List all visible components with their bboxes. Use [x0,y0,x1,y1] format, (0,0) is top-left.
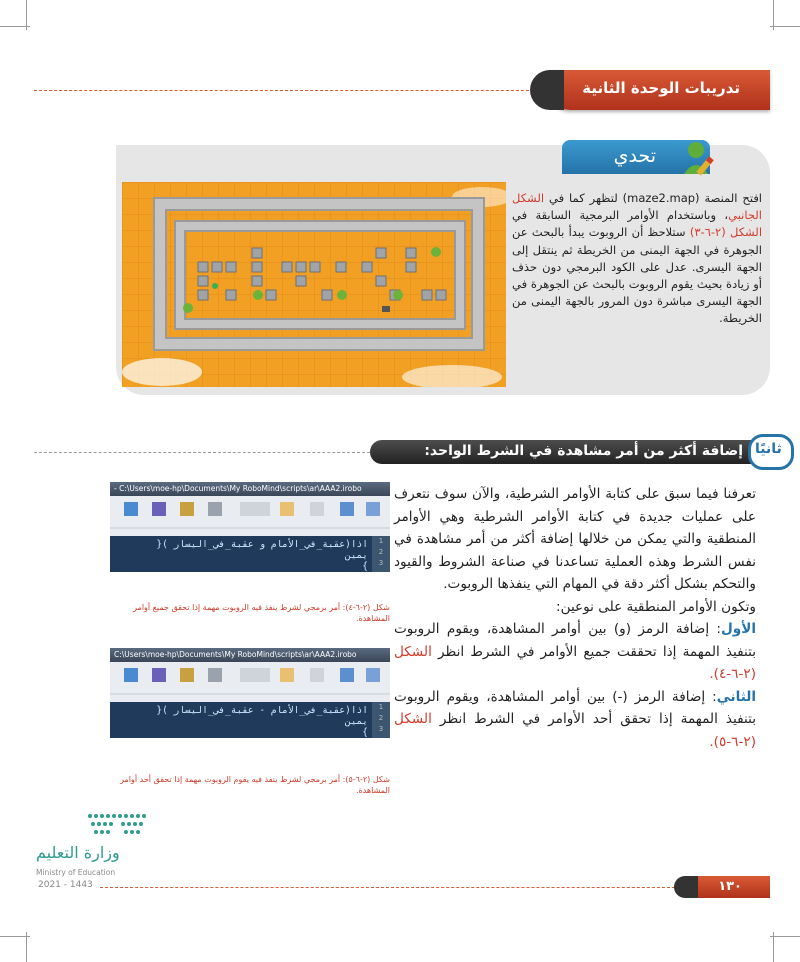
figure-1-caption: شكل (٢-٦-٤): أمر برمجي لشرط ينفذ فيه الروبوت مهمة إذا تحقق جميع أوامر المشاهدة. [133,603,390,623]
figure-1-screenshot [110,482,390,572]
section-badge [748,434,794,470]
challenge-text-part: ستلاحظ أن الروبوت يبدأ بالبحث عن الجوهرة في الجهة اليمنى من الخريطة ثم ينتقل إلى الجهة اليسرى. عدل على الكود البرمجي دون حذف أو زيادة بحيث يقوم الروبوت بالبحث عن الجوهرة في الجهة اليسرى مباشرة دون المرور بالجهة اليمنى من الخريطة. [512,225,762,326]
first-type-paragraph [394,618,756,686]
second-figure-ref: الشكل (٢-٦-٥). [394,711,756,750]
section-title: إضافة أكثر من أمر مشاهدة في الشرط الواحد: [424,443,743,459]
second-label: الثاني [716,688,757,705]
crop-mark [0,936,30,937]
figure-1-editor [110,536,390,572]
crop-mark [0,26,30,27]
code-line: } [362,561,368,572]
header-divider [34,90,549,91]
figure-2-code [156,705,368,738]
unit-title: تدريبات الوحدة الثانية [582,79,740,97]
figure-2-ribbon [110,662,390,702]
line-gutter: 1 2 3 [372,702,390,738]
section-badge-label: ثانيًا [755,441,782,457]
first-text: : إضافة الرمز [638,621,721,637]
figure-1-code [156,539,368,572]
second-text2: بين أوامر المشاهدة، ويقوم الروبوت بتنفيذ المهمة إذا تحقق أحد الأوامر في الشرط انظر [394,688,756,727]
first-text2: بين أوامر المشاهدة، ويقوم الروبوت بتنفيذ المهمة إذا تحققت جميع الأوامر في الشرط انظر [394,621,756,660]
code-line: يمين [345,550,368,561]
figure-2-titlebar: C:\Users\moe-hp\Documents\My RoboMind\scripts\ar\AAA2.irobo [110,648,390,662]
second-symbol: (-) [612,688,628,705]
challenge-label: تحدي [613,145,656,167]
intro-paragraph: تعرفنا فيما سبق على كتابة الأوامر الشرطية، والآن سوف نتعرف على عمليات جديدة في كتابة الأوامر الشرطية وهي الأوامر المنطقية والتي يمكن من خلالها إضافة أكثر من أمر مشاهدة في نفس الشرط وهذه العملية تساعدنا في صناعة الشروط والقيود والتحكم بشكل أكثر دقة في المهام التي ينفذها الروبوت. [394,486,756,592]
second-text: : إضافة الرمز [634,688,717,705]
maze-map-image [122,182,506,387]
ministry-logo-icon [86,810,150,838]
figure-2-caption: شكل (٢-٦-٥): أمر برمجي لشرط ينفذ فيه يقوم الروبوت مهمة إذا تحقق أحد أوامر المشاهدة. [120,775,390,795]
line-gutter: 1 2 3 [372,536,390,572]
section-heading [370,440,755,464]
body-text [394,483,756,753]
page-number: ١٣٠ [718,879,742,894]
page-number-tab [688,876,770,898]
second-type-paragraph [394,686,756,754]
ministry-name-ar: وزارة التعليم [36,843,120,862]
unit-header [548,70,770,110]
edition-year: 2021 - 1443 [38,880,93,890]
code-line: اذا(عقبة_في_الأمام و عقبة_في_اليسار ){ [156,539,368,550]
section-divider [34,452,370,453]
crop-mark [770,936,800,937]
figure-2-editor [110,702,390,738]
ministry-name-en: Ministry of Education [36,868,116,877]
challenge-text-part: افتح المنصة (maze2.map) لتظهر كما في [549,191,763,205]
code-line: } [362,727,368,738]
figure-1-titlebar: - C:\Users\moe-hp\Documents\My RoboMind\scripts\ar\AAA2.irobo [110,482,390,496]
figure-1-ribbon [110,496,390,536]
types-line: وتكون الأوامر المنطقية على نوعين: [556,598,756,615]
code-line: اذا(عقبة_في_الأمام - عقبة_في_اليسار ){ [156,705,368,716]
challenge-text [512,190,762,380]
challenge-figure-ref: الشكل الجانبي [512,191,762,223]
footer-divider [100,887,690,888]
challenge-figure-ref: الشكل (٢-٦-٣) [689,225,763,240]
figure-2-screenshot [110,648,390,738]
first-figure-ref: الشكل (٢-٦-٤). [394,643,756,682]
first-symbol: (و) [613,621,631,637]
code-line: يمين [345,716,368,727]
first-label: الأول [720,621,757,637]
crop-mark [770,26,800,27]
person-pencil-icon [680,138,720,178]
challenge-text-part: ، وباستخدام الأوامر البرمجية السابقة في [512,208,729,223]
